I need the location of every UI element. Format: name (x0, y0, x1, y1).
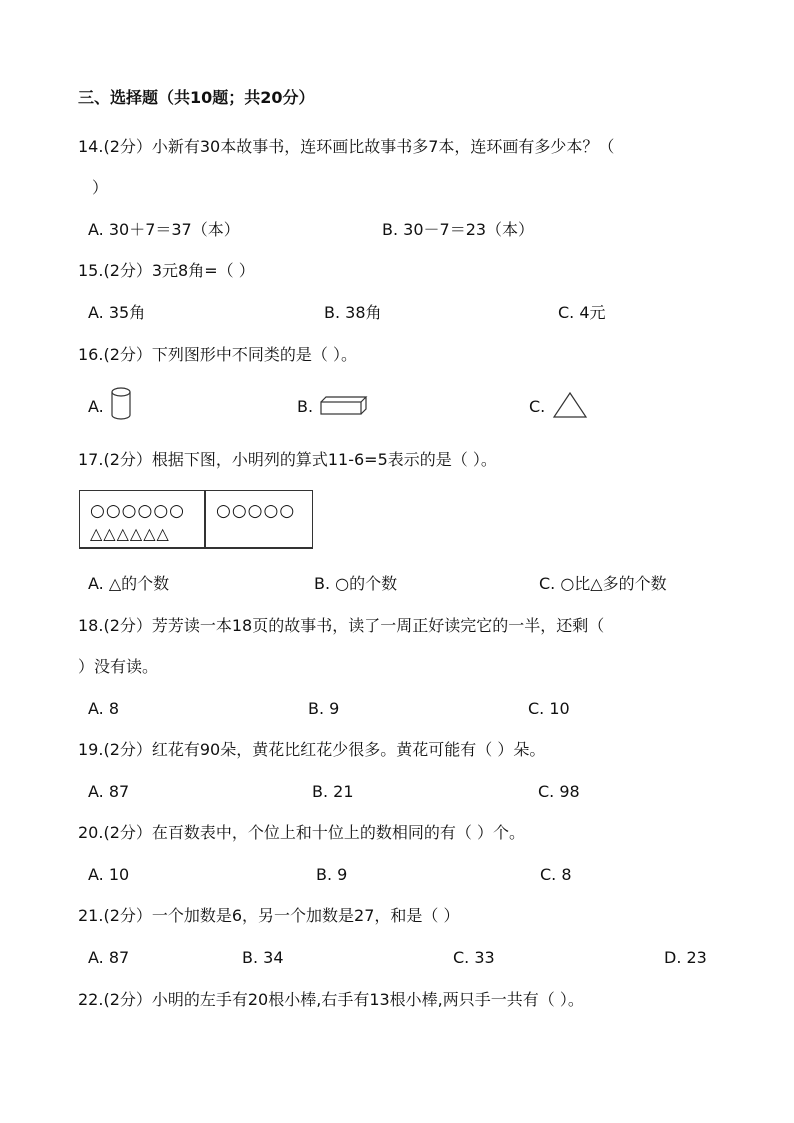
question-22-text: 22.(2分）小明的左手有20根小棒,右手有13根小棒,两只手一共有（ ）。 (78, 990, 584, 1009)
question-18-option-a[interactable]: A. 8 (88, 699, 120, 718)
question-17-option-b[interactable]: B. ○的个数 (314, 574, 398, 593)
question-17-figure (79, 490, 313, 549)
question-19-option-a[interactable]: A. 87 (88, 782, 130, 801)
question-20-option-a[interactable]: A. 10 (88, 865, 130, 884)
question-17-text: 17.(2分）根据下图，小明列的算式11-6=5表示的是（ ）。 (78, 450, 497, 469)
question-18-text: 18.(2分）芳芳读一本18页的故事书，读了一周正好读完它的一半，还剩（ (78, 616, 605, 635)
question-18-option-c[interactable]: C. 10 (528, 699, 570, 718)
question-16-option-c[interactable]: C. (529, 397, 546, 416)
figure-triangles-left: △△△△△△ (90, 524, 170, 543)
question-21-option-c[interactable]: C. 33 (453, 948, 495, 967)
question-19-text: 19.(2分）红花有90朵，黄花比红花少很多。黄花可能有（ ）朵。 (78, 740, 546, 759)
question-15-option-b[interactable]: B. 38角 (324, 303, 382, 322)
question-14-option-a[interactable]: A. 30＋7＝37（本） (88, 220, 240, 239)
question-20-text: 20.(2分）在百数表中，个位上和十位上的数相同的有（ ）个。 (78, 823, 525, 842)
question-21-text: 21.(2分）一个加数是6，另一个加数是27，和是（ ） (78, 906, 460, 925)
question-14-option-b[interactable]: B. 30－7＝23（本） (382, 220, 535, 239)
section-title: 三、选择题（共10题；共20分） (78, 88, 315, 107)
question-21-option-b[interactable]: B. 34 (242, 948, 284, 967)
question-21-option-d[interactable]: D. 23 (664, 948, 707, 967)
figure-circles-right: ○○○○○ (216, 501, 296, 521)
question-16-option-b[interactable]: B. (297, 397, 314, 416)
triangle-icon (552, 391, 588, 419)
cuboid-icon (320, 396, 368, 416)
figure-divider (204, 491, 206, 547)
question-14-text: 14.(2分）小新有30本故事书，连环画比故事书多7本，连环画有多少本？（ (78, 137, 615, 156)
cylinder-icon (110, 387, 132, 421)
question-16-text: 16.(2分）下列图形中不同类的是（ ）。 (78, 345, 357, 364)
question-17-option-c[interactable]: C. ○比△多的个数 (539, 574, 667, 593)
question-15-option-a[interactable]: A. 35角 (88, 303, 146, 322)
question-15-option-c[interactable]: C. 4元 (558, 303, 606, 322)
question-14-text-cont: ） (92, 178, 109, 197)
question-16-option-a[interactable]: A. (88, 397, 104, 416)
question-18-option-b[interactable]: B. 9 (308, 699, 340, 718)
question-19-option-c[interactable]: C. 98 (538, 782, 580, 801)
question-15-text: 15.(2分）3元8角=（ ） (78, 261, 255, 280)
question-19-option-b[interactable]: B. 21 (312, 782, 354, 801)
question-20-option-b[interactable]: B. 9 (316, 865, 348, 884)
question-21-option-a[interactable]: A. 87 (88, 948, 130, 967)
question-17-option-a[interactable]: A. △的个数 (88, 574, 170, 593)
figure-circles-left: ○○○○○○ (90, 501, 186, 521)
question-20-option-c[interactable]: C. 8 (540, 865, 572, 884)
question-18-text-cont: ）没有读。 (78, 657, 159, 676)
